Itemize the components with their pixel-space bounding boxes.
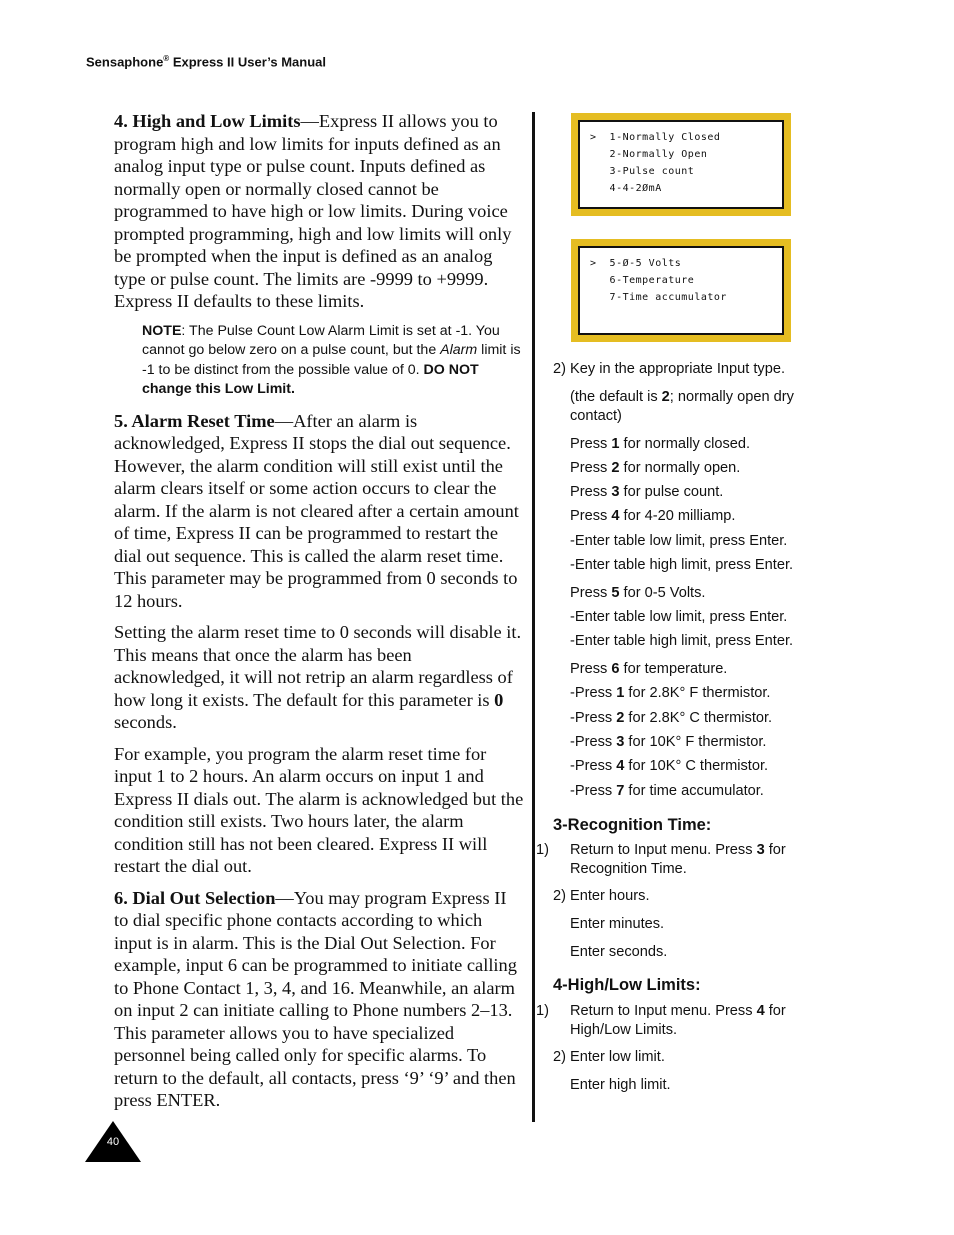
- option-temperature: [570, 660, 825, 679]
- paragraph-reset-disable: [114, 621, 524, 734]
- sub-step-high-limit: -Enter table high limit, press Enter.: [570, 557, 794, 573]
- page-number-marker: [85, 1121, 141, 1162]
- note-text: limit is -1 to be distinct from the possible value of 0.: [142, 342, 521, 378]
- section-dial-out-selection: [114, 887, 524, 1112]
- option-0-5-volts: [570, 584, 825, 603]
- key-number: 3: [611, 484, 620, 500]
- step-number: 2): [553, 888, 566, 904]
- key-number: 4: [616, 758, 625, 774]
- step-text: for Recognition Time.: [570, 842, 786, 877]
- sub-step-low-limit: -Enter table low limit, press Enter.: [570, 533, 788, 549]
- option-normally-closed: [570, 435, 825, 454]
- column-divider: [532, 112, 535, 1122]
- heading-recognition-time: 3-Recognition Time:: [553, 816, 712, 834]
- note-pulse-count: [142, 322, 524, 400]
- key-number: 2: [611, 460, 620, 476]
- press-label: Press: [570, 436, 612, 452]
- section-title: 4. High and Low Limits: [114, 111, 301, 131]
- key-number: 3: [756, 842, 765, 858]
- step-text: Enter hours.: [570, 888, 650, 904]
- option-text: for 2.8K° C thermistor.: [624, 710, 773, 726]
- left-column: [114, 110, 524, 1121]
- default-value: 0: [494, 689, 504, 710]
- step-enter-minutes: Enter minutes.: [570, 916, 665, 932]
- step-text: Enter low limit.: [570, 1049, 665, 1065]
- option-text: for 10K° C thermistor.: [624, 758, 769, 774]
- step-text: for High/Low Limits.: [570, 1003, 786, 1038]
- default-text: (the default is: [570, 389, 662, 405]
- lcd-screen: > 1-Normally Closed 2-Normally Open 3-Pulse count 4-4-2ØmA: [578, 120, 784, 209]
- sub-option-thermistor: [570, 709, 825, 728]
- sub-option-thermistor: [570, 733, 825, 752]
- step-recognition-menu: [536, 841, 823, 879]
- note-label: NOTE: [142, 322, 182, 339]
- press-label: Press: [570, 460, 612, 476]
- key-number: 1: [616, 685, 625, 701]
- press-label: Press: [570, 661, 612, 677]
- key-number: 1: [611, 436, 620, 452]
- press-label: Press: [570, 585, 612, 601]
- step-enter-low-limit: [553, 1048, 823, 1067]
- step-enter-high-limit: Enter high limit.: [570, 1077, 671, 1093]
- key-number: 5: [611, 585, 620, 601]
- note-warning: DO NOT change this Low Limit.: [142, 361, 479, 397]
- section-alarm-reset-time: [114, 410, 524, 613]
- press-label: Press: [570, 484, 612, 500]
- header-brand: Sensaphone: [86, 54, 164, 70]
- step-key-input-type: [553, 360, 823, 379]
- default-value: 2: [661, 389, 670, 405]
- press-label: -Press: [570, 758, 617, 774]
- option-text: for pulse count.: [619, 484, 724, 500]
- option-text: for 0-5 Volts.: [619, 585, 706, 601]
- default-text: ; normally open dry contact): [570, 389, 794, 424]
- key-number: 6: [611, 661, 620, 677]
- step-number: 2): [553, 1049, 566, 1065]
- section-high-low-limits: [114, 110, 524, 313]
- section-text: —Express II allows you to program high and low limits for inputs defined as an analog input type or pulse count. Inputs defined as normally open or normally closed cannot be programmed to have high or low limits. During voice prompted programming, high and low limits will only be prompted when the input is defined as an analog type or pulse count. The limits are -9999 to +9999. Express II defaults to these limits.: [114, 111, 512, 311]
- key-number: 4: [756, 1003, 765, 1019]
- running-header: [86, 54, 326, 69]
- step-number: 1): [536, 1003, 549, 1019]
- key-number: 7: [616, 783, 625, 799]
- option-text: for time accumulator.: [624, 783, 764, 799]
- option-text: for 4-20 milliamp.: [619, 508, 736, 524]
- step-enter-hours: [553, 887, 823, 906]
- section-title: 5. Alarm Reset Time: [114, 410, 275, 431]
- heading-high-low-limits: 4-High/Low Limits:: [553, 976, 701, 994]
- step-text: Return to Input menu. Press: [570, 1003, 757, 1019]
- header-title: Express II User’s Manual: [169, 54, 326, 70]
- option-pulse-count: [570, 483, 825, 502]
- section-text: —You may program Express II to dial specific phone contacts according to which input is in alarm. This is the Dial Out Selection. For example, input 6 can be programmed to initiate calling to Phone Contact 1, 3, 4, and 16. Meanwhile, an alarm on input 2 can initiate calling to Phone numbers 2–13. This parameter allows you to have specialized personnel being called only for specific alarms. To return to the default, all contacts, press ‘9’ ‘9’ and then press ENTER.: [114, 887, 517, 1110]
- lcd-screen: > 5-Ø-5 Volts 6-Temperature 7-Time accumulator: [578, 246, 784, 335]
- option-normally-open: [570, 459, 825, 478]
- press-label: -Press: [570, 710, 617, 726]
- default-note: [570, 388, 825, 426]
- step-number: 2): [553, 361, 566, 377]
- step-limits-menu: [536, 1002, 823, 1040]
- section-title: 6. Dial Out Selection: [114, 887, 276, 908]
- note-text: : The Pulse Count Low Alarm Limit is set at -1. You cannot go below zero on a pulse count, but the: [142, 322, 500, 358]
- paragraph-text: seconds.: [114, 712, 177, 732]
- paragraph-example: For example, you program the alarm reset time for input 1 to 2 hours. An alarm occurs on input 1 and Express II dials out. The alarm is acknowledged but the condition still exists. Two hours later, the alarm condition still has not been cleared. Express II will restart the dial out.: [114, 743, 524, 876]
- key-number: 2: [616, 710, 625, 726]
- lcd-display-input-types-1: [571, 113, 791, 216]
- step-number: 1): [536, 842, 549, 858]
- lcd-display-input-types-2: [571, 239, 791, 342]
- step-text: Key in the appropriate Input type.: [570, 361, 785, 377]
- registered-mark: ®: [163, 54, 170, 63]
- option-text: for normally closed.: [619, 436, 751, 452]
- sub-option-time-accumulator: [570, 782, 825, 801]
- option-text: for 2.8K° F thermistor.: [624, 685, 771, 701]
- section-text: —After an alarm is acknowledged, Express II stops the dial out sequence. However, the alarm condition will still exist until the alarm clears itself or some action occurs to clear the alarm. If the alarm is not cleared after a certain amount of time, Express II can be programmed to restart the dial out sequence. This is called the alarm reset time. This parameter may be programmed from 0 seconds to 12 hours.: [114, 410, 519, 611]
- option-text: for normally open.: [619, 460, 741, 476]
- sub-option-thermistor: [570, 684, 825, 703]
- option-text: for temperature.: [619, 661, 728, 677]
- option-text: for 10K° F thermistor.: [624, 734, 767, 750]
- step-enter-seconds: Enter seconds.: [570, 944, 668, 960]
- key-number: 4: [611, 508, 620, 524]
- page-number: 40: [106, 1136, 120, 1148]
- key-number: 3: [616, 734, 625, 750]
- press-label: Press: [570, 508, 612, 524]
- option-4-20-milliamp: [570, 507, 825, 526]
- sub-option-thermistor: [570, 757, 825, 776]
- note-italic: Alarm: [440, 342, 478, 358]
- sub-step-high-limit: -Enter table high limit, press Enter.: [570, 633, 794, 649]
- paragraph-text: Setting the alarm reset time to 0 seconds will disable it. This means that once the alarm has been acknowledged, it will not retrip an alarm regardless of how long it exists. The default for this parameter is: [114, 622, 522, 710]
- press-label: -Press: [570, 734, 617, 750]
- sub-step-low-limit: -Enter table low limit, press Enter.: [570, 609, 788, 625]
- step-text: Return to Input menu. Press: [570, 842, 757, 858]
- press-label: -Press: [570, 685, 617, 701]
- press-label: -Press: [570, 783, 617, 799]
